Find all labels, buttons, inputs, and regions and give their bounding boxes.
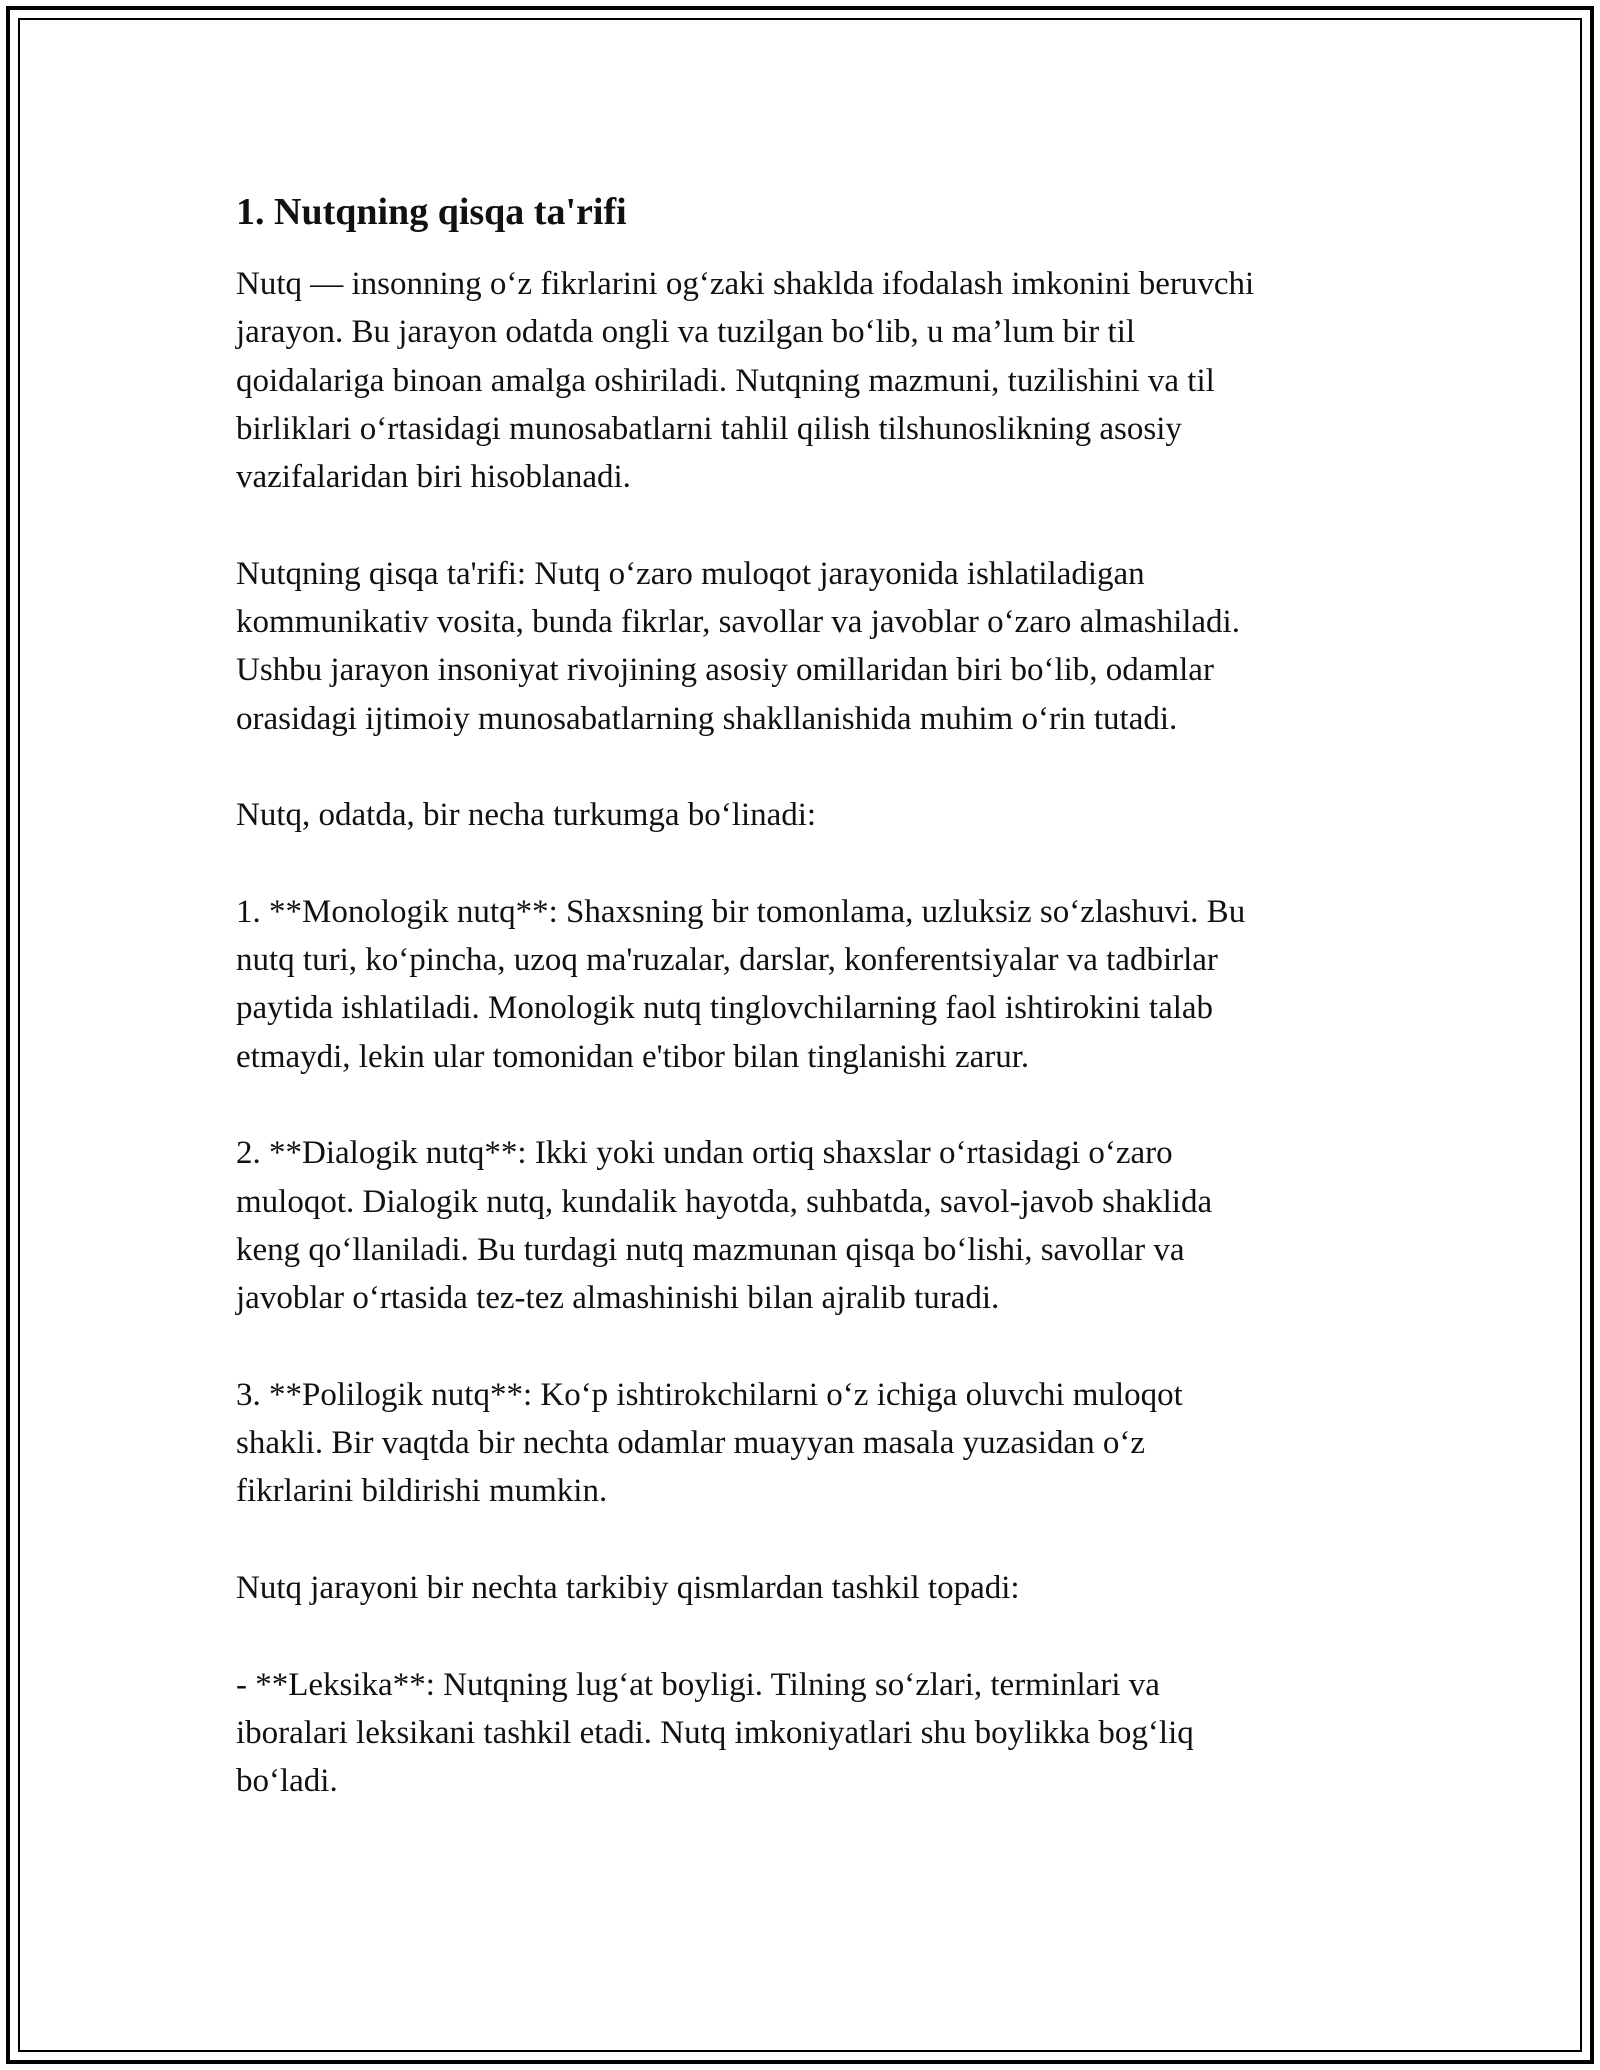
paragraph-components-intro: [236, 1564, 1376, 1612]
text-line: Nutq jarayoni bir nechta tarkibiy qismlardan tashkil topadi:: [236, 1570, 1020, 1607]
text-line: kommunikativ vosita, bunda fikrlar, savollar va javoblar o‘zaro almashiladi.: [236, 604, 1240, 641]
text-line: qoidalariga binoan amalga oshiriladi. Nutqning mazmuni, tuzilishini va til: [236, 362, 1215, 399]
list-item-polilogic: [236, 1371, 1376, 1516]
text-line: Nutqning qisqa ta'rifi: Nutq o‘zaro muloqot jarayonida ishlatiladigan: [236, 555, 1145, 592]
paragraph-definition: [236, 260, 1376, 501]
text-line: orasidagi ijtimoiy munosabatlarning shakllanishida muhim o‘rin tutadi.: [236, 700, 1178, 737]
text-line: Nutq — insonning o‘z fikrlarini og‘zaki shaklda ifodalash imkonini beruvchi: [236, 266, 1255, 302]
paragraph-short-definition: [236, 550, 1376, 743]
text-line: 2. **Dialogik nutq**: Ikki yoki undan ortiq shaxslar o‘rtasidagi o‘zaro: [236, 1135, 1173, 1172]
text-line: fikrlarini bildirishi mumkin.: [236, 1473, 608, 1510]
text-line: paytida ishlatiladi. Monologik nutq tinglovchilarning faol ishtirokini talab: [236, 990, 1214, 1027]
list-item-dialogic: [236, 1129, 1376, 1322]
text-line: iboralari leksikani tashkil etadi. Nutq imkoniyatlari shu boylikka bog‘liq: [236, 1714, 1194, 1751]
text-line: 1. **Monologik nutq**: Shaxsning bir tomonlama, uzluksiz so‘zlashuvi. Bu: [236, 893, 1246, 930]
text-line: - **Leksika**: Nutqning lug‘at boyligi. Tilning so‘zlari, terminlari va: [236, 1666, 1160, 1703]
document-title: 1. Nutqning qisqa ta'rifi: [236, 191, 627, 233]
list-item-lexicon: [236, 1661, 1376, 1806]
text-line: Nutq, odatda, bir necha turkumga bo‘linadi:: [236, 797, 817, 834]
text-line: keng qo‘llaniladi. Bu turdagi nutq mazmunan qisqa bo‘lishi, savollar va: [236, 1231, 1185, 1268]
text-line: vazifalaridan biri hisoblanadi.: [236, 459, 631, 496]
text-line: shakli. Bir vaqtda bir nechta odamlar muayyan masala yuzasidan o‘z: [236, 1425, 1146, 1462]
text-line: javoblar o‘rtasida tez-tez almashinishi bilan ajralib turadi.: [236, 1280, 1000, 1317]
text-line: bo‘ladi.: [236, 1763, 338, 1800]
text-line: muloqot. Dialogik nutq, kundalik hayotda, suhbatda, savol-javob shaklida: [236, 1183, 1213, 1220]
text-line: birliklari o‘rtasidagi munosabatlarni tahlil qilish tilshunoslikning asosiy: [236, 410, 1182, 447]
document-body: [236, 188, 1376, 1854]
text-line: jarayon. Bu jarayon odatda ongli va tuzilgan bo‘lib, u ma’lum bir til: [236, 314, 1136, 351]
paragraph-types-intro: [236, 791, 1376, 839]
text-line: 3. **Polilogik nutq**: Ko‘p ishtirokchilarni o‘z ichiga oluvchi muloqot: [236, 1376, 1183, 1413]
list-item-monologic: [236, 888, 1376, 1081]
text-line: Ushbu jarayon insoniyat rivojining asosiy omillaridan biri bo‘lib, odamlar: [236, 652, 1214, 689]
text-line: etmaydi, lekin ular tomonidan e'tibor bilan tinglanishi zarur.: [236, 1038, 1030, 1075]
text-line: nutq turi, ko‘pincha, uzoq ma'ruzalar, darslar, konferentsiyalar va tadbirlar: [236, 942, 1218, 979]
